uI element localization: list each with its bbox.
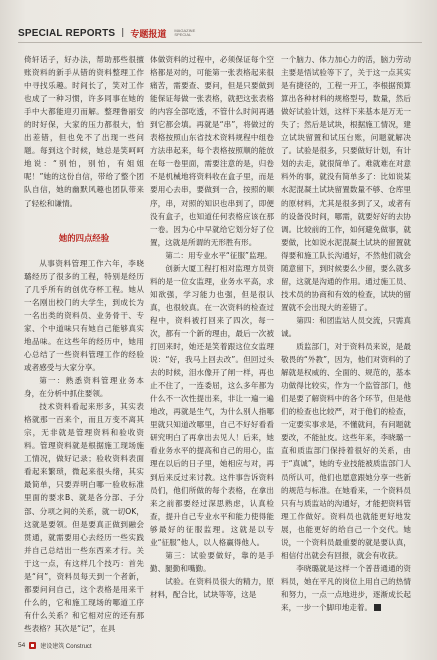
section-heading: 她的四点经验 (58, 232, 110, 243)
paragraph: 体做资料的过程中，必须保证每个空格都是对的，可能第一张表格起来很痛苦，需要查、要问，但是只要做到能保证每做一张表格，就把这张表格的内容全部吃透，不管什么时间再遇到它都会填。再就是“串”，将做过的表格按照山东省技术资料规程中组卷方法串起来，每个表格按照顺的能放在每一卷里面，需要注意的是，归卷不是机械地将资料收在盒子里，而是要用心去串，要做到一合，按照的顺序，串，对照的知识也串到了，即便没有盒子，也知道任何表格应该在那一卷。因为心中早就给它划分好了位置，这就是所谓的无形胜有形。 (150, 55, 274, 247)
paragraph: 倚轩话子，好办法，帮助那些很擅账资料的新手从错的资料整理工作中寻找乐趣。时间长了，笑对工作也成了一种习惯，许多同事在她的手中大都能迎刃而解。整理鲁丽安的时好保，大家的压力都很大，怕出差错，但也免不了出现一些问题。每到这个时候，她总是笑呵呵地说：“别怕，别怕，有姐姐呢！”她的这份自信，带给了整个团队自信，她的幽默风趣也团队带来了轻松和谦情。 (24, 55, 144, 208)
article-column-1 (24, 53, 144, 633)
paragraph (281, 562, 411, 614)
article-column-2 (150, 53, 274, 628)
paragraph: 第四：和团监站人员交流，只需真诚。 (281, 315, 411, 338)
paragraph: 质监部门，对于资料员来说，是最敬畏的“外教”，因为，他们对资料的了解就是权威的、全面的、规范的，基本功做得比较实，作为一个监管部门，他们是要了解资料中的各个环节，但是他们的检查也比较严，对于他们的检查，一定要实事求是，不懂就问，有问题就要改，不能扯皮。这些年来，李晓璐一直和质监部门保持着很好的关系，由于“真诚”，她的专业技能被质监部门人员所认可，他们也愿意跟她分享一些新的规范与标准。在她看来，一个资料员只有与质监站的沟通好，才能把资料管理工作做好。资料员也就能更好地发展，也能更好的给自己一个交代。她说，一个资料员最重要的就是要认真，相信付出就会有回报，就会有收获。 (281, 342, 411, 560)
paragraph: 试验。在资料员很大的精力，原材料，配合比，试块等等，这是 (150, 576, 274, 599)
page-number: 54 (18, 641, 26, 649)
magazine-logo-icon (29, 642, 36, 649)
paragraph: 第一：熟悉资料管理业务本身，在分析中抓住要领。 (24, 376, 144, 399)
paragraph: 第三：试验要做好，靠的是手勤、腿勤和嘴勤。 (150, 550, 274, 573)
page-footer (18, 639, 92, 651)
section-title-en: SPECIAL REPORTS (18, 27, 116, 39)
header-separator: | (121, 28, 125, 38)
paragraph: 从事资料管理工作六年，李晓璐经历了很多的工程，特别是经历了几乎所有的创优夺杯工程。她从一名刚出校门的大学生，到成长为一名出类的资料员、业务骨干、专家、个中道味只有她自己能够真实地品味。在这些年的经历中，她用心总结了一些资料管理工作的经验或者感受与大家分享。 (24, 258, 144, 372)
header-sublabel: MAGAZINE SPECIAL (174, 27, 196, 37)
closing-text: 李晓璐就是这样一个普普通通的资料员，她在平凡的岗位上用自己的热情和努力，一点一点地进步，逐渐成长起来，一步一个脚印地走着。 (281, 563, 411, 612)
page-header (18, 24, 422, 43)
magazine-name: 建设建筑 Construct (40, 643, 92, 650)
paragraph: 一个脑力、体力加心力的活，脑力劳动主要是悟试验等下了，关于这一点其实是有捷径的，工程一开工，李根据预算算出各种材料的规格型号，数量，然后做好试验计划，这样下来基本是万无一失了；然后是试块，根据施工情况，建立试块留置和试压台账，问题就解决了。试验是很多，只要做好计划，有计划的去走，就很简单了。难就难在对意料外的事，就没有简单多了：比如说某水泥混凝土试块留置数量不够、仓库里的原材料，尤其是很多到了又，或者有的设备没时间，哪需，就要好好的去协调。比较前的工作，如何避免做事，就要做，比如说水泥混凝土试块的留置就得要和施工队长沟通好，不然他们就会随意留下，到时候要么少留，要么就多留，这就是沟通的作用。通过施工员、技术员的协商和有效的检查，试块的留置就不会出现大的差错了。 (281, 55, 411, 312)
end-mark-icon (374, 604, 381, 611)
article-column-3 (281, 53, 411, 628)
paragraph: 第二：用专业水平“征服”监理。 (165, 250, 272, 260)
section-title-cn: 专题报道 (130, 29, 167, 40)
paragraph: 技术资料看起来形多，其实表格就那一百来个，而且万变不离其宗，无非就是管理资料和验收资料。管理资料就是根据施工现场施工情况，做好记录；验收资料表面看起来繁琐，微起来很头绪，其实最简单，只要弄明白哪一验收标准里面的要求B、就是各分部、子分部、分项之间的关系，就一切OK，这就是要领。但是要真正做到融会贯通，就需要用心去经历一些实践并自己总结出一些东西来才行。关于这一点，有这样几个技巧：首先是“问”，资料员每天到一个者新，都要问问自己，这个表格是用来干什么的，它和施工现场的哪道工序有什么关系？和它相对应的还有那些表格？其次是“记”，在具 (24, 402, 144, 633)
paragraph: 创新大厦工程打相对监理方员资料的是一位女监理，业务水平高，求知欲强，学习能力也强，但是很认真，也很较真。在一次资料的检查过程中，资料被打回来了四次，每一次，都有一个新的理由，最后一次被打回来时，她还是笑着跟这位女监理说：“好，我马上回去改”。但回过头去的时候，泪水像开了闸一样，再也止不住了，一连委屈，这么多年都为什么不一次性提出来，非让一遍一遍地改，再就是生气，为什么别人指哪里就只知道改哪里，自己不好好看看研究明白了再拿出去见人！后来，她看业务水平的提高和自己的用心，监理在以后的日子里，她相应与对，再到后来反过来讨教。这件事告诉资料员们，他们所做的每个表格，在拿出来之前都要经过深思熟虑，认真检查，提升自己专业水平和能力使得能够最好的征服监理。这就是以专业“征服”他人，以人格赢得他人。 (150, 263, 274, 547)
